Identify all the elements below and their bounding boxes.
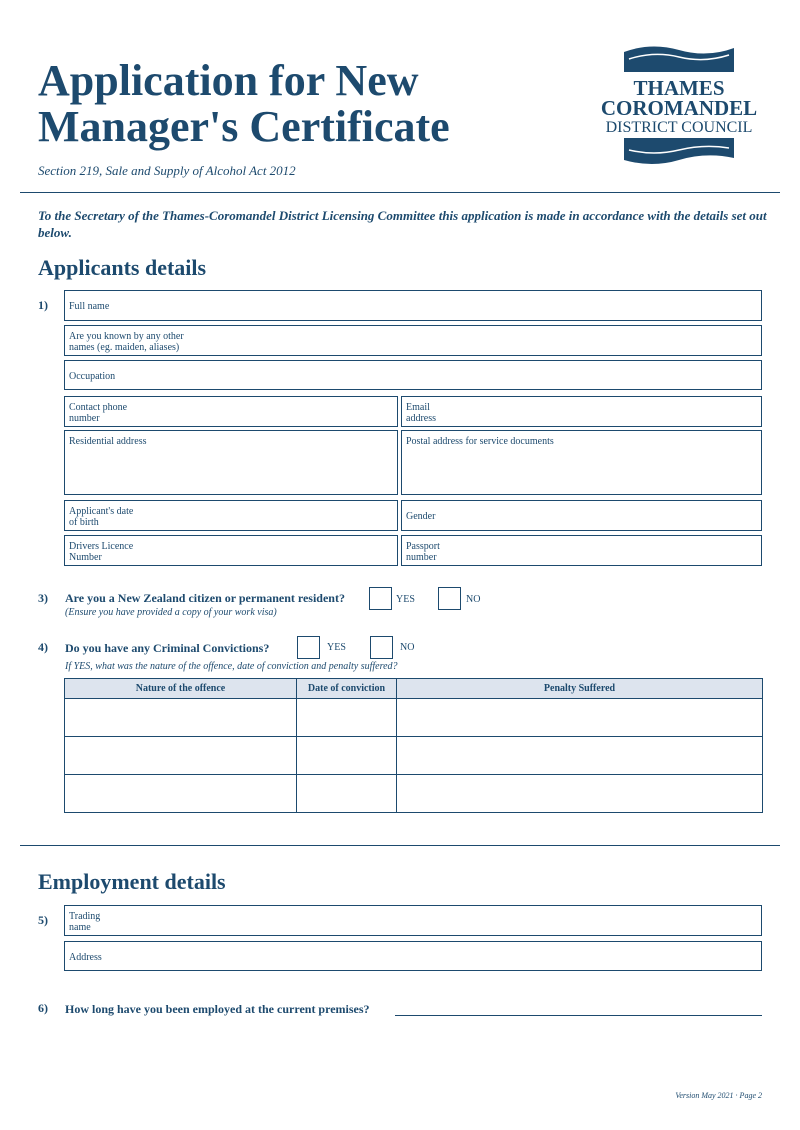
title-line-1: Application for New: [38, 56, 419, 105]
q4-number: 4): [38, 640, 48, 654]
postal-address-field[interactable]: Postal address for service documents: [401, 430, 762, 495]
logo-line-1: THAMES: [633, 76, 725, 100]
q3-note: (Ensure you have provided a copy of your work visa): [65, 607, 277, 618]
dob-field[interactable]: Applicant's date of birth: [64, 500, 398, 531]
title-line-2: Manager's Certificate: [38, 102, 450, 151]
page-title: [38, 58, 450, 150]
wave-bottom-icon: [624, 138, 734, 168]
q3-number: 3): [38, 591, 48, 605]
convictions-table: [64, 678, 763, 813]
drivers-licence-field[interactable]: Drivers Licence Number: [64, 535, 398, 566]
cell[interactable]: [65, 775, 297, 813]
q6-number: 6): [38, 1001, 48, 1015]
employment-address-field[interactable]: Address: [64, 941, 762, 971]
employment-heading: Employment details: [38, 869, 226, 894]
divider: [20, 192, 780, 193]
q3-no-label: NO: [466, 594, 481, 605]
intro-text: To the Secretary of the Thames-Coromandel District Licensing Committee this application is made in accordance with the details set out below.: [38, 208, 767, 240]
applicants-heading: Applicants details: [38, 255, 207, 280]
q3-yes-label: YES: [396, 594, 415, 605]
table-row: [65, 737, 763, 775]
q4-yes-label: YES: [327, 642, 346, 653]
gender-field[interactable]: Gender: [401, 500, 762, 531]
wave-top-icon: [624, 42, 734, 72]
col-date: Date of conviction: [297, 679, 397, 699]
col-offence: Nature of the offence: [65, 679, 297, 699]
q6-answer-line[interactable]: [395, 1015, 762, 1016]
cell[interactable]: [297, 699, 397, 737]
cell[interactable]: [397, 699, 763, 737]
q4-question: Do you have any Criminal Convictions?: [65, 641, 270, 655]
occupation-field[interactable]: Occupation: [64, 360, 762, 390]
q1-number: 1): [38, 298, 48, 312]
other-names-field[interactable]: Are you known by any other names (eg. maiden, aliases): [64, 325, 762, 356]
q3-yes-checkbox[interactable]: [369, 587, 392, 610]
q4-no-label: NO: [400, 642, 415, 653]
cell[interactable]: [397, 737, 763, 775]
table-row: [65, 775, 763, 813]
contact-phone-field[interactable]: Contact phone number: [64, 396, 398, 427]
logo-line-3: DISTRICT COUNCIL: [605, 119, 753, 136]
table-row: [65, 699, 763, 737]
q4-no-checkbox[interactable]: [370, 636, 393, 659]
residential-address-field[interactable]: Residential address: [64, 430, 398, 495]
full-name-field[interactable]: Full name: [64, 290, 762, 321]
q5-number: 5): [38, 913, 48, 927]
cell[interactable]: [397, 775, 763, 813]
subtitle: Section 219, Sale and Supply of Alcohol Act 2012: [38, 163, 296, 178]
divider: [20, 845, 780, 846]
footer-version: Version May 2021 · Page 2: [675, 1091, 762, 1100]
trading-name-field[interactable]: Trading name: [64, 905, 762, 936]
q6-question: How long have you been employed at the current premises?: [65, 1002, 370, 1016]
cell[interactable]: [297, 737, 397, 775]
council-logo: [596, 42, 762, 174]
passport-field[interactable]: Passport number: [401, 535, 762, 566]
email-field[interactable]: Email address: [401, 396, 762, 427]
q4-note: If YES, what was the nature of the offence, date of conviction and penalty suffered?: [65, 661, 398, 672]
q4-yes-checkbox[interactable]: [297, 636, 320, 659]
cell[interactable]: [65, 699, 297, 737]
logo-line-2: COROMANDEL: [600, 96, 758, 120]
cell[interactable]: [65, 737, 297, 775]
col-penalty: Penalty Suffered: [397, 679, 763, 699]
cell[interactable]: [297, 775, 397, 813]
q3-question: Are you a New Zealand citizen or permanent resident?: [65, 591, 345, 605]
q3-no-checkbox[interactable]: [438, 587, 461, 610]
